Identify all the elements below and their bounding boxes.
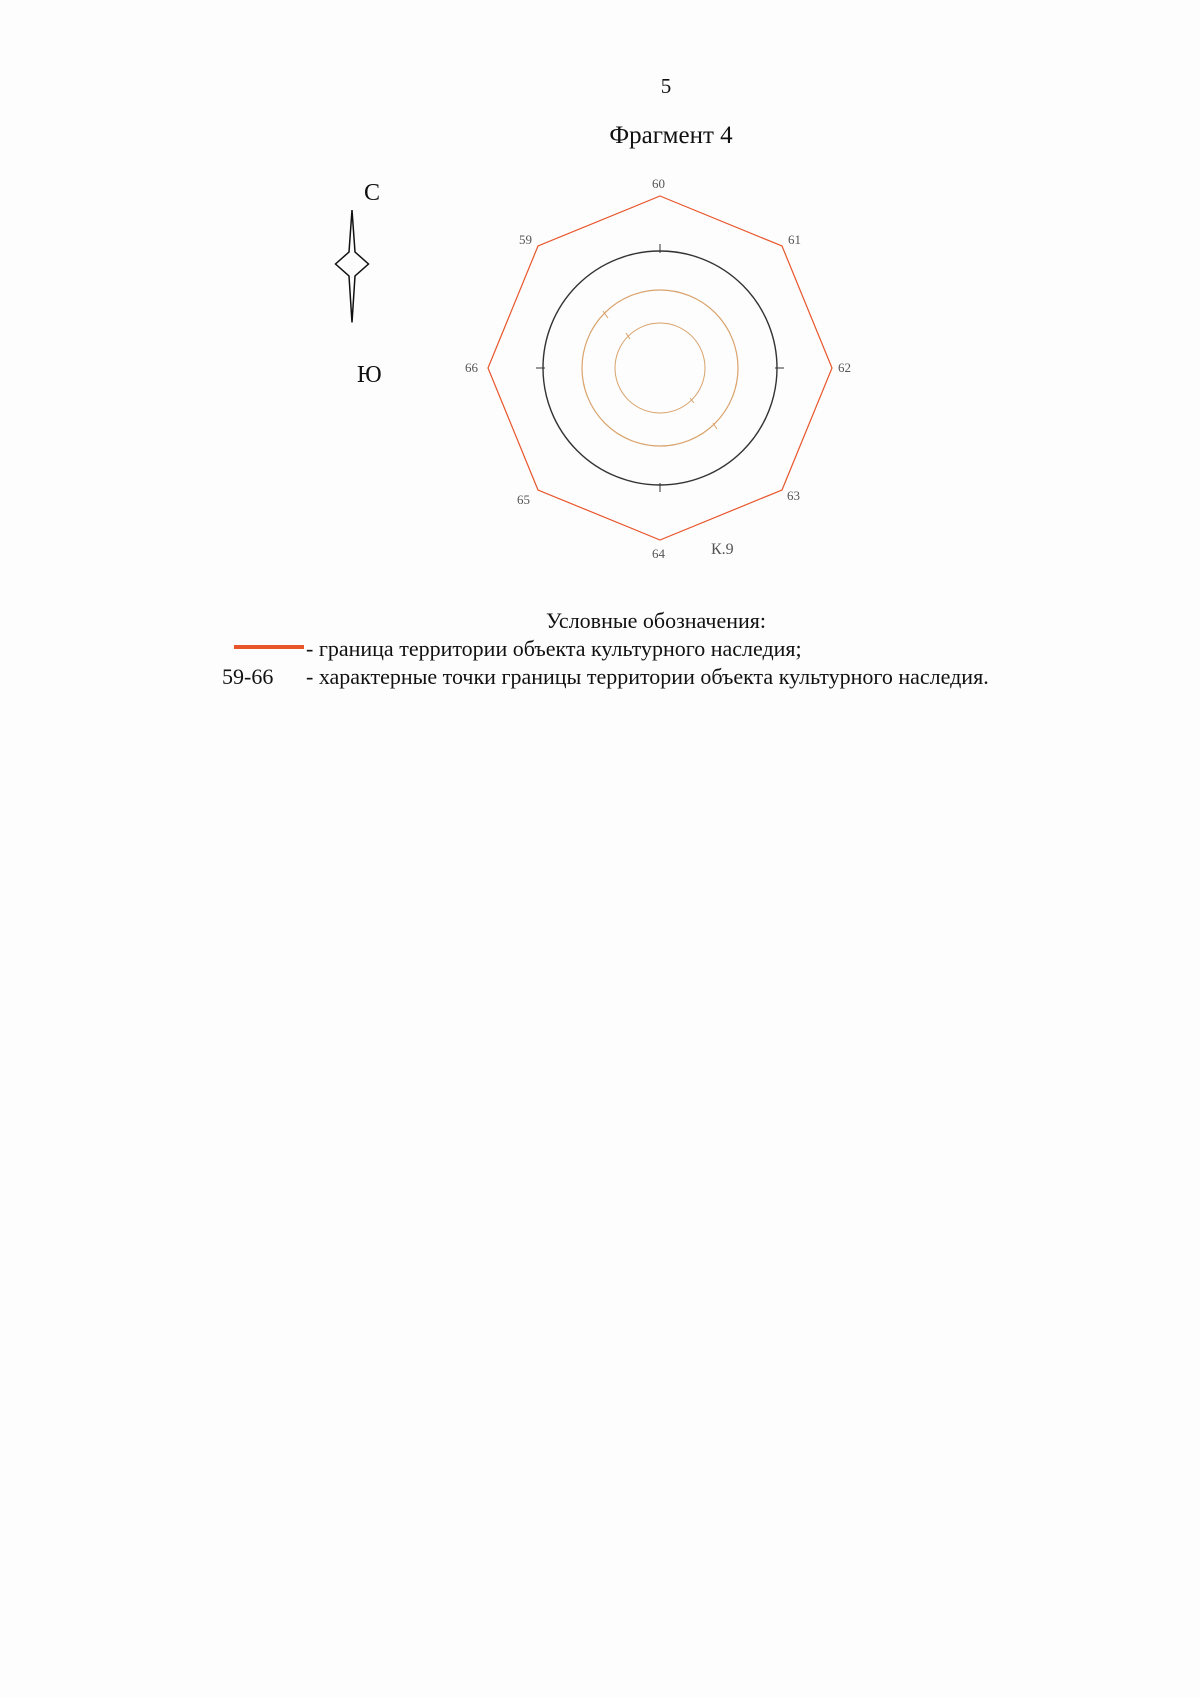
point-label-61: 61 <box>788 232 801 247</box>
point-label-66: 66 <box>465 360 478 375</box>
legend-text-boundary: - граница территории объекта культурного наследия; <box>306 636 802 661</box>
legend-item-boundary <box>222 636 802 662</box>
quarter-label: К.9 <box>711 541 734 558</box>
point-label-64: 64 <box>652 546 665 561</box>
legend-key-points: 59-66 <box>222 664 274 689</box>
outer-ring <box>543 251 777 485</box>
fragment-title: Фрагмент 4 <box>609 122 733 149</box>
middle-ring <box>582 290 738 446</box>
compass-north-label: С <box>364 180 381 206</box>
legend-heading: Условные обозначения: <box>546 608 767 633</box>
point-label-62: 62 <box>838 360 851 375</box>
point-label-59: 59 <box>519 232 532 247</box>
point-label-60: 60 <box>652 176 665 191</box>
legend-text-points: - характерные точки границы территории объекта культурного наследия. <box>306 664 989 689</box>
boundary-scheme <box>455 160 865 570</box>
page-number: 5 <box>660 74 672 98</box>
north-arrow-icon <box>322 210 382 360</box>
boundary-line-symbol <box>234 645 304 649</box>
compass-south-label: Ю <box>357 362 382 388</box>
legend-item-points <box>222 664 989 690</box>
point-label-65: 65 <box>517 492 530 507</box>
point-label-63: 63 <box>787 488 800 503</box>
